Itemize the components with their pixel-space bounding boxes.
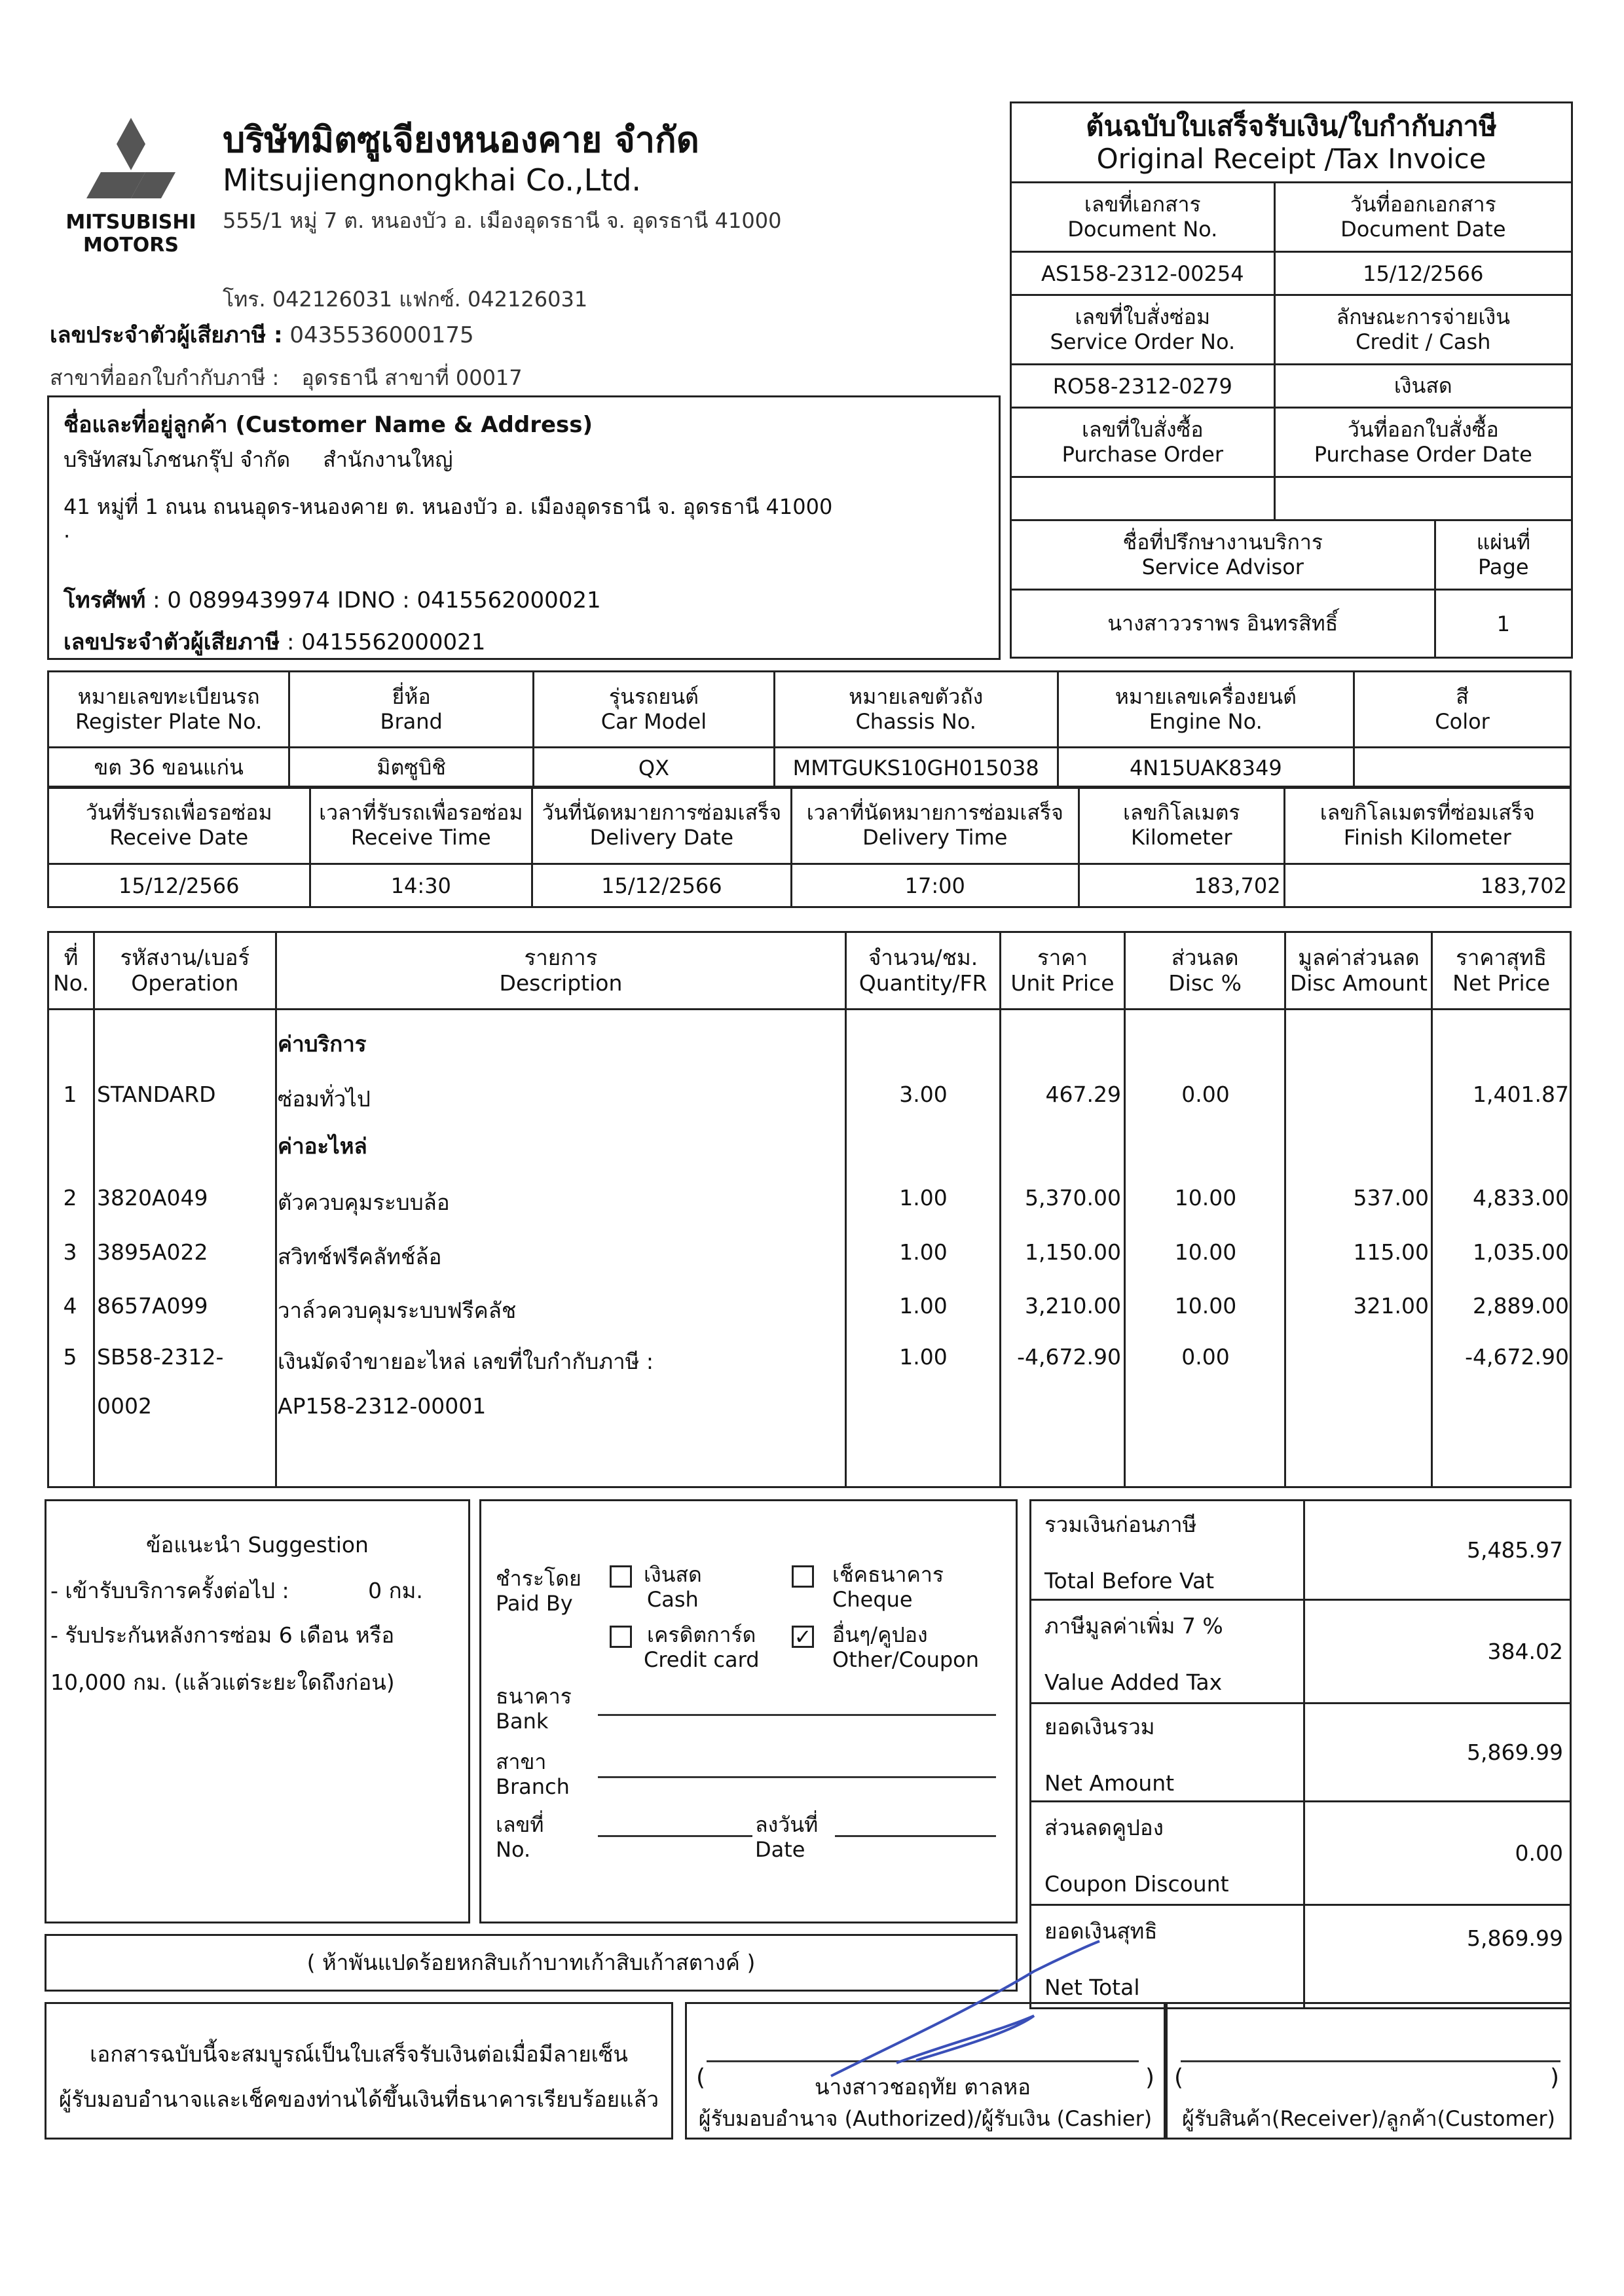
credit-option[interactable] (610, 1622, 760, 1672)
company-tax-id: 0435536000175 (289, 322, 474, 348)
page-th: แผ่นที่ (1476, 529, 1530, 555)
other-th: อื่นๆ/คูปอง (832, 1622, 928, 1647)
item-disc-cell: 0.00 (1181, 1082, 1230, 1107)
branch-line[interactable] (598, 1776, 996, 1778)
vehicle-table (47, 670, 1572, 789)
item-net-cell: -4,672.90 (1465, 1344, 1569, 1370)
service-advisor-value: นางสาววราพร อินทรสิทธิ์ (1011, 590, 1435, 658)
before-vat-value: 5,485.97 (1304, 1501, 1571, 1600)
vh-plate-th: หมายเลขทะเบียนรถ (77, 683, 260, 709)
mitsubishi-logo-icon (59, 111, 203, 210)
col-no-en: No. (53, 970, 89, 996)
item-desc-continuation: AP158-2312-00001 (278, 1393, 487, 1419)
credit-en: Credit card (644, 1647, 760, 1672)
item-desc-cell: สวิทช์ฟรีคลัทช์ล้อ (278, 1244, 442, 1269)
item-net-cell: 4,833.00 (1473, 1185, 1569, 1211)
signature-scribble-icon (818, 1932, 1106, 2089)
paid-by-en: Paid By (496, 1590, 573, 1616)
vh-chassis-th: หมายเลขตัวถัง (849, 683, 984, 709)
item-desc-cell: ตัวควบคุมระบบล้อ (278, 1190, 450, 1215)
col-no-th: ที่ (64, 944, 79, 970)
cheque-no-th: เลขที่ (496, 1812, 544, 1837)
item-op-cell: 3895A022 (97, 1239, 208, 1265)
col-disc-amount-header (1285, 932, 1432, 1010)
item-qty-cell: 1.00 (899, 1185, 948, 1211)
vh-brand-en: Brand (380, 708, 443, 734)
col-disc-amount-en: Disc Amount (1289, 970, 1428, 996)
cheque-date-th: ลงวันที่ (755, 1812, 819, 1837)
doc-title-th: ต้นฉบับใบเสร็จรับเงิน/ใบกำกับภาษี (1086, 109, 1497, 142)
receive-time-en: Receive Time (350, 824, 491, 850)
purchase-order-th: เลขที่ใบสั่งซื้อ (1082, 416, 1204, 442)
purchase-order-en: Purchase Order (1061, 441, 1223, 467)
cheque-th: เช็คธนาคาร (832, 1562, 944, 1587)
footer-note-1: เอกสารฉบับนี้จะสมบูรณ์เป็นใบเสร็จรับเงินต่อเมื่อมีลายเซ็น (90, 2041, 628, 2067)
service-order-header (1011, 295, 1275, 365)
delivery-time-value: 17:00 (791, 864, 1079, 907)
item-disc-amt-cell: 321.00 (1353, 1293, 1429, 1319)
cash-th: เงินสด (644, 1562, 702, 1587)
col-net-price-header (1432, 932, 1571, 1010)
col-operation-header (94, 932, 276, 1010)
item-qty-cell: 1.00 (899, 1344, 948, 1370)
item-no-cell: 4 (63, 1293, 77, 1319)
cash-en: Cash (646, 1586, 699, 1612)
customer-box (47, 395, 1001, 660)
amount-words: ( ห้าพันแปดร้อยหกสิบเก้าบาทเก้าสิบเก้าสตางค์ ) (306, 1950, 756, 1975)
company-tax-row (50, 317, 474, 352)
item-no-cell: 5 (63, 1344, 77, 1370)
receiver-paren-open: ( (1174, 2064, 1184, 2091)
page-en: Page (1478, 554, 1529, 579)
payment-box (479, 1499, 1018, 1923)
delivery-time-header (791, 787, 1079, 864)
customer-phone-label: โทรศัพท์ (64, 587, 146, 613)
section-service: ค่าบริการ (278, 1031, 367, 1057)
page-header (1435, 520, 1572, 590)
doc-date-en: Document Date (1340, 216, 1506, 242)
net-amount-value: 5,869.99 (1304, 1704, 1571, 1802)
cheque-no-line[interactable] (598, 1835, 752, 1837)
suggestion-line1-text: - เข้ารับบริการครั้งต่อไป : (50, 1578, 289, 1603)
item-qty-cell: 1.00 (899, 1293, 948, 1319)
vh-plate-value: ขต 36 ขอนแก่น (48, 748, 289, 788)
item-disc-cell: 10.00 (1174, 1185, 1237, 1211)
finish-kilometer-value: 183,702 (1284, 864, 1570, 907)
bank-en: Bank (496, 1708, 549, 1734)
item-price-cell: 467.29 (1045, 1082, 1121, 1107)
net-total-value: 5,869.99 (1304, 1905, 1571, 2009)
footer-note-box (45, 2002, 673, 2140)
branch-label (496, 1750, 570, 1800)
net-total-th: ยอดเงินสุทธิ (1044, 1918, 1158, 1944)
vh-plate-header (48, 672, 289, 748)
item-op-cell: 3820A049 (97, 1185, 208, 1211)
service-advisor-header (1011, 520, 1435, 590)
vh-brand-th: ยี่ห้อ (392, 683, 431, 709)
purchase-order-date-th: วันที่ออกใบสั่งซื้อ (1347, 416, 1499, 442)
delivery-time-en: Delivery Time (862, 824, 1008, 850)
vh-color-value (1354, 748, 1571, 788)
company-name-en: Mitsujiengnongkhai Co.,Ltd. (223, 162, 642, 198)
item-disc-cell: 10.00 (1174, 1239, 1237, 1265)
purchase-order-header (1011, 408, 1275, 477)
credit-th: เครดิตการ์ด (647, 1622, 756, 1647)
purchase-order-date-en: Purchase Order Date (1314, 441, 1532, 467)
customer-address: 41 หมู่ที่ 1 ถนน ถนนอุดร-หนองคาย ต. หนองบัว อ. เมืองอุดรธานี จ. อุดรธานี 41000 (64, 494, 833, 519)
vh-chassis-header (774, 672, 1058, 748)
item-op-cell: STANDARD (97, 1082, 216, 1107)
branch-en: Branch (496, 1774, 570, 1799)
item-price-cell: 1,150.00 (1025, 1239, 1121, 1265)
suggestion-title: ข้อแนะนำ Suggestion (146, 1532, 369, 1558)
before-vat-en: Total Before Vat (1044, 1567, 1215, 1594)
finish-kilometer-th: เลขกิโลเมตรที่ซ่อมเสร็จ (1320, 799, 1535, 825)
paid-by-label (496, 1567, 581, 1616)
suggestion-line1 (50, 1573, 423, 1608)
purchase-order-date-header (1274, 408, 1572, 477)
cheque-date-label (755, 1813, 818, 1863)
schedule-table (47, 786, 1572, 908)
purchase-order-date-value (1274, 477, 1572, 520)
col-unit-price-en: Unit Price (1010, 970, 1115, 996)
cheque-label (832, 1563, 944, 1613)
net-total-en: Net Total (1044, 1974, 1140, 2000)
receive-time-value: 14:30 (310, 864, 532, 907)
net-amount-en: Net Amount (1044, 1770, 1175, 1796)
service-order-value: RO58-2312-0279 (1011, 365, 1275, 408)
payment-type-header (1274, 295, 1572, 365)
suggestion-box (45, 1499, 470, 1923)
company-branch: อุดรธานี สาขาที่ 00017 (301, 365, 523, 390)
item-disc-cell: 10.00 (1174, 1293, 1237, 1319)
kilometer-value: 183,702 (1079, 864, 1284, 907)
receiver-signature-box (1166, 2002, 1572, 2140)
col-quantity-header (846, 932, 1001, 1010)
doc-no-th: เลขที่เอกสาร (1084, 191, 1201, 217)
customer-office: สำนักงานใหญ่ (323, 447, 453, 472)
paid-by-th: ชำระโดย (496, 1566, 581, 1591)
receive-date-th: วันที่รับรถเพื่อรอซ่อม (85, 799, 272, 825)
cashier-signature-box (685, 2002, 1166, 2140)
cheque-date-line[interactable] (835, 1835, 996, 1837)
vat-label (1031, 1600, 1304, 1704)
delivery-date-header (532, 787, 792, 864)
company-address: 555/1 หมู่ 7 ต. หนองบัว อ. เมืองอุดรธานี จ. อุดรธานี 41000 (223, 208, 782, 233)
vh-engine-header (1058, 672, 1354, 748)
company-name-th: บริษัทมิตซูเจียงหนองคาย จำกัด (223, 119, 699, 160)
bank-line[interactable] (598, 1714, 996, 1716)
vat-en: Value Added Tax (1044, 1669, 1223, 1695)
vh-color-en: Color (1435, 708, 1490, 734)
net-amount-label (1031, 1704, 1304, 1802)
payment-type-en: Credit / Cash (1356, 329, 1491, 354)
col-quantity-en: Quantity/FR (858, 970, 987, 996)
col-operation-en: Operation (131, 970, 239, 996)
kilometer-header (1079, 787, 1284, 864)
other-checkbox[interactable]: ✓ (792, 1626, 814, 1648)
doc-title-en: Original Receipt /Tax Invoice (1096, 142, 1486, 175)
vh-engine-value: 4N15UAK8349 (1058, 748, 1354, 788)
vh-brand-header (289, 672, 534, 748)
col-disc-header (1124, 932, 1285, 1010)
company-phone: โทร. 042126031 แฟกซ์. 042126031 (223, 287, 588, 312)
page-value: 1 (1435, 590, 1572, 658)
item-net-cell: 2,889.00 (1473, 1293, 1569, 1319)
vat-value: 384.02 (1304, 1600, 1571, 1704)
finish-kilometer-en: Finish Kilometer (1343, 824, 1511, 850)
kilometer-th: เลขกิโลเมตร (1122, 799, 1240, 825)
vh-plate-en: Register Plate No. (75, 708, 263, 734)
item-net-cell: 1,035.00 (1473, 1239, 1569, 1265)
customer-phone: : 0 0899439974 IDNO : 0415562000021 (153, 587, 601, 613)
col-quantity-th: จำนวน/ชม. (868, 944, 978, 970)
cash-label (644, 1563, 702, 1613)
col-operation-th: รหัสงาน/เบอร์ (120, 944, 250, 970)
cheque-date-en: Date (755, 1836, 805, 1862)
company-logo (59, 111, 203, 257)
cheque-option[interactable] (792, 1562, 944, 1612)
col-net-price-th: ราคาสุทธิ (1456, 944, 1547, 970)
customer-header: ชื่อและที่อยู่ลูกค้า (Customer Name & Address) (64, 412, 593, 438)
credit-label (644, 1623, 760, 1673)
cashier-label: ผู้รับมอบอำนาจ (Authorized)/ผู้รับเงิน (Cashier) (698, 2106, 1153, 2131)
receive-date-value: 15/12/2566 (48, 864, 310, 907)
company-tax-label: เลขประจำตัวผู้เสียภาษี : (50, 322, 283, 348)
purchase-order-value (1011, 477, 1275, 520)
item-no-cell: 1 (63, 1082, 77, 1107)
other-en: Other/Coupon (832, 1647, 980, 1672)
vh-model-value: QX (534, 748, 775, 788)
col-description-header (276, 932, 845, 1010)
col-description-en: Description (499, 970, 623, 996)
doc-no-header (1011, 183, 1275, 252)
item-price-cell: -4,672.90 (1017, 1344, 1121, 1370)
item-disc-cell: 0.00 (1181, 1344, 1230, 1370)
payment-type-th: ลักษณะการจ่ายเงิน (1336, 304, 1510, 329)
delivery-date-en: Delivery Date (589, 824, 734, 850)
item-qty-cell: 3.00 (899, 1082, 948, 1107)
vh-chassis-value: MMTGUKS10GH015038 (774, 748, 1058, 788)
item-desc-cell: ซ่อมทั่วไป (278, 1086, 371, 1112)
doc-date-header (1274, 183, 1572, 252)
vh-model-th: รุ่นรถยนต์ (608, 683, 699, 709)
credit-checkbox[interactable] (610, 1626, 632, 1648)
doc-date-th: วันที่ออกเอกสาร (1350, 191, 1496, 217)
cheque-en: Cheque (832, 1586, 913, 1612)
receiver-label: ผู้รับสินค้า(Receiver)/ลูกค้า(Customer) (1182, 2106, 1555, 2131)
receive-date-header (48, 787, 310, 864)
kilometer-en: Kilometer (1130, 824, 1232, 850)
suggestion-line1-value: 0 กม. (368, 1578, 423, 1603)
logo-text-1: MITSUBISHI (65, 211, 196, 234)
finish-kilometer-header (1284, 787, 1570, 864)
col-unit-price-header (1001, 932, 1125, 1010)
customer-name: บริษัทสมโภชนกรุ๊ป จำกัด (64, 447, 291, 472)
item-op-continuation: 0002 (97, 1393, 152, 1419)
document-info-table (1010, 101, 1573, 659)
logo-text-2: MOTORS (83, 234, 179, 257)
service-order-th: เลขที่ใบสั่งซ่อม (1075, 304, 1211, 329)
coupon-value: 0.00 (1304, 1802, 1571, 1905)
item-no-cell: 3 (63, 1239, 77, 1265)
receive-date-en: Receive Date (109, 824, 249, 850)
bank-th: ธนาคาร (496, 1684, 572, 1709)
item-desc-cell: วาล์วควบคุมระบบฟรีคลัช (278, 1298, 517, 1323)
col-no-header (48, 932, 94, 1010)
receiver-paren-close: ) (1550, 2064, 1560, 2091)
cashier-name: นางสาวชอฤทัย ตาลหอ (815, 2074, 1031, 2100)
totals-table (1029, 1499, 1572, 2009)
service-advisor-en: Service Advisor (1141, 554, 1304, 579)
col-description-th: รายการ (524, 944, 598, 970)
receiver-signature-line[interactable] (1181, 2060, 1560, 2062)
vh-color-header (1354, 672, 1571, 748)
before-vat-label (1031, 1501, 1304, 1600)
company-branch-row (50, 361, 523, 395)
item-disc-amt-cell: 537.00 (1353, 1185, 1429, 1211)
customer-name-row (64, 443, 452, 477)
suggestion-line2: - รับประกันหลังการซ่อม 6 เดือน หรือ (50, 1622, 395, 1648)
service-advisor-th: ชื่อที่ปรึกษางานบริการ (1122, 529, 1323, 555)
coupon-th: ส่วนลดคูปอง (1044, 1814, 1164, 1840)
customer-dot: . (64, 518, 71, 543)
item-desc-cell: เงินมัดจำขายอะไหล่ เลขที่ใบกำกับภาษี : (278, 1349, 654, 1374)
other-label (832, 1623, 979, 1673)
item-op-cell: 8657A099 (97, 1293, 208, 1319)
section-parts: ค่าอะไหล่ (278, 1133, 367, 1159)
customer-phone-row (64, 582, 601, 617)
vh-model-en: Car Model (600, 708, 707, 734)
cashier-paren-open: ( (696, 2064, 706, 2091)
col-disc-th: ส่วนลด (1171, 944, 1239, 970)
receive-time-header (310, 787, 532, 864)
cashier-paren-close: ) (1145, 2064, 1155, 2091)
before-vat-th: รวมเงินก่อนภาษี (1044, 1511, 1197, 1537)
doc-date-value: 15/12/2566 (1274, 252, 1572, 295)
item-disc-amt-cell: 115.00 (1353, 1239, 1429, 1265)
branch-th: สาขา (496, 1749, 547, 1774)
coupon-label (1031, 1802, 1304, 1905)
item-price-cell: 3,210.00 (1025, 1293, 1121, 1319)
item-price-cell: 5,370.00 (1025, 1185, 1121, 1211)
service-order-en: Service Order No. (1050, 329, 1236, 354)
vh-engine-en: Engine No. (1149, 708, 1263, 734)
vh-engine-th: หมายเลขเครื่องยนต์ (1115, 683, 1297, 709)
customer-tax-id: : 0415562000021 (286, 629, 486, 655)
cheque-no-en: No. (496, 1836, 531, 1862)
col-disc-amount-th: มูลค่าส่วนลด (1298, 944, 1420, 970)
cheque-checkbox[interactable] (792, 1565, 814, 1588)
other-option[interactable] (792, 1622, 980, 1672)
payment-type-value: เงินสด (1274, 365, 1572, 408)
company-branch-label: สาขาที่ออกใบกำกับภาษี : (50, 365, 280, 390)
receive-time-th: เวลาที่รับรถเพื่อรอซ่อม (319, 799, 523, 825)
item-qty-cell: 1.00 (899, 1239, 948, 1265)
cash-checkbox[interactable] (610, 1565, 632, 1588)
vat-th: ภาษีมูลค่าเพิ่ม 7 % (1044, 1613, 1223, 1639)
delivery-time-th: เวลาที่นัดหมายการซ่อมเสร็จ (806, 799, 1063, 825)
doc-title-cell (1011, 103, 1572, 183)
item-no-cell: 2 (63, 1185, 77, 1211)
doc-no-value: AS158-2312-00254 (1011, 252, 1275, 295)
customer-tax-row (64, 624, 485, 659)
footer-note-2: ผู้รับมอบอำนาจและเช็คของท่านได้ขึ้นเงินที่ธนาคารเรียบร้อยแล้ว (58, 2086, 659, 2112)
customer-tax-label: เลขประจำตัวผู้เสียภาษี (64, 629, 280, 655)
coupon-en: Coupon Discount (1044, 1870, 1229, 1897)
col-disc-en: Disc % (1168, 970, 1242, 996)
vh-color-th: สี (1456, 683, 1469, 709)
vh-chassis-en: Chassis No. (855, 708, 976, 734)
item-op-cell: SB58-2312- (97, 1344, 224, 1370)
cash-option[interactable] (610, 1562, 702, 1612)
vh-brand-value: มิตซูบิชิ (289, 748, 534, 788)
col-net-price-en: Net Price (1452, 970, 1551, 996)
item-net-cell: 1,401.87 (1473, 1082, 1569, 1107)
bank-label (496, 1685, 572, 1734)
delivery-date-th: วันที่นัดหมายการซ่อมเสร็จ (542, 799, 782, 825)
suggestion-line3: 10,000 กม. (แล้วแต่ระยะใดถึงก่อน) (50, 1669, 395, 1695)
vh-model-header (534, 672, 775, 748)
delivery-date-value: 15/12/2566 (532, 864, 792, 907)
col-unit-price-th: ราคา (1037, 944, 1088, 970)
net-amount-th: ยอดเงินรวม (1044, 1713, 1155, 1740)
cheque-no-label (496, 1813, 544, 1863)
doc-no-en: Document No. (1067, 216, 1218, 242)
